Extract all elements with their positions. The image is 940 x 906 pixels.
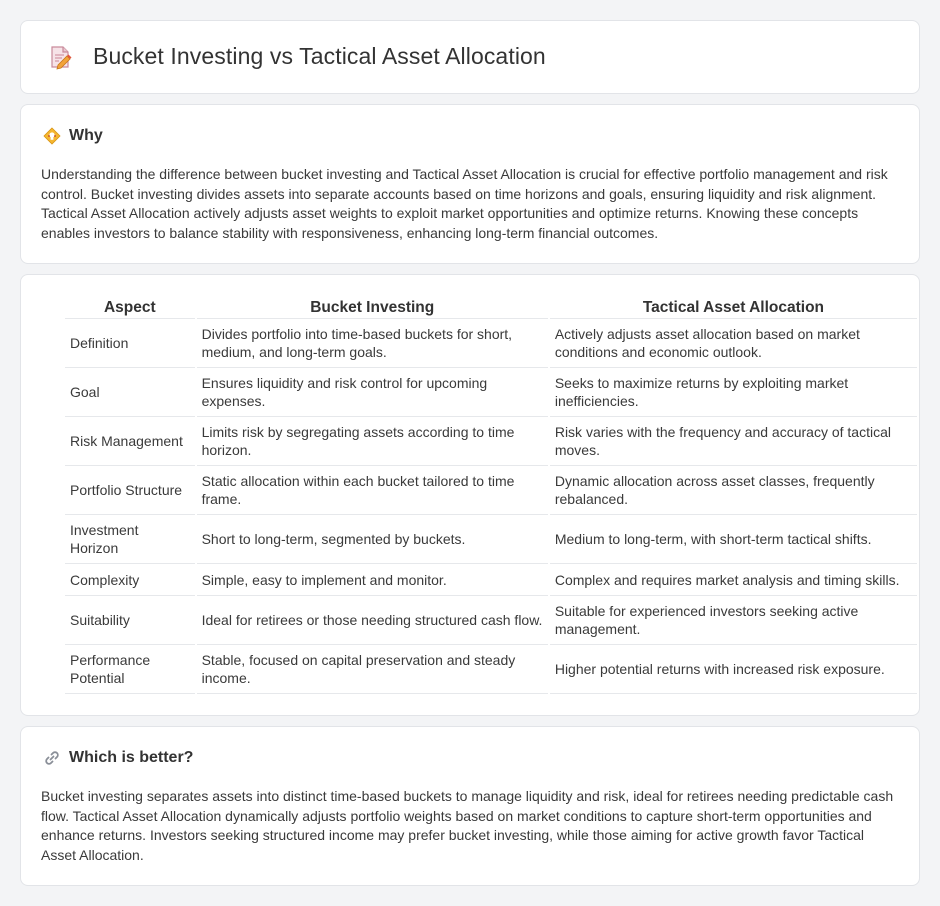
aspect-cell: Definition [65, 319, 195, 368]
aspect-cell: Risk Management [65, 417, 195, 466]
bucket-cell: Short to long-term, segmented by buckets. [197, 515, 548, 564]
aspect-cell: Performance Potential [65, 645, 195, 694]
aspect-cell: Goal [65, 368, 195, 417]
which-is-better-section [20, 726, 920, 886]
aspect-cell: Complexity [65, 564, 195, 596]
why-body: Understanding the difference between bucket investing and Tactical Asset Allocation is crucial for effective portfolio management and risk control. Bucket investing divides assets into separate accounts based on time horizons and goals, ensuring liquidity and risk alignment. Tactical Asset Allocation actively adjusts asset weights to exploit market opportunities and optimize returns. Knowing these concepts enables investors to balance stability with responsiveness, enhancing long-term financial outcomes. [41, 166, 888, 241]
bucket-cell: Ideal for retirees or those needing structured cash flow. [197, 596, 548, 645]
table-header-row [65, 297, 917, 319]
table-row [65, 596, 917, 645]
table-row [65, 466, 917, 515]
table-row [65, 417, 917, 466]
bucket-cell: Simple, easy to implement and monitor. [197, 564, 548, 596]
comparison-card [20, 274, 920, 716]
header-tactical-asset-allocation: Tactical Asset Allocation [550, 297, 917, 319]
bucket-cell: Limits risk by segregating assets according to time horizon. [197, 417, 548, 466]
table-row [65, 319, 917, 368]
document-edit-icon [47, 44, 73, 70]
header-aspect: Aspect [65, 297, 195, 319]
link-icon [43, 749, 61, 767]
title-row [47, 43, 546, 70]
bucket-cell: Stable, focused on capital preservation and steady income. [197, 645, 548, 694]
tactical-cell: Suitable for experienced investors seeking active management. [550, 596, 917, 645]
header-bucket-investing: Bucket Investing [197, 297, 548, 319]
comparison-table [63, 297, 919, 694]
table-row [65, 368, 917, 417]
aspect-cell: Suitability [65, 596, 195, 645]
aspect-cell: Investment Horizon [65, 515, 195, 564]
lightbulb-diamond-icon [43, 127, 61, 145]
table-row [65, 515, 917, 564]
why-heading [43, 127, 103, 145]
tactical-cell: Actively adjusts asset allocation based on market conditions and economic outlook. [550, 319, 917, 368]
tactical-cell: Seeks to maximize returns by exploiting market inefficiencies. [550, 368, 917, 417]
table-row [65, 645, 917, 694]
bucket-cell: Static allocation within each bucket tailored to time frame. [197, 466, 548, 515]
better-title: Which is better? [69, 749, 194, 766]
table-row [65, 564, 917, 596]
why-title: Why [69, 127, 103, 144]
bucket-cell: Ensures liquidity and risk control for upcoming expenses. [197, 368, 548, 417]
page-title: Bucket Investing vs Tactical Asset Allocation [93, 43, 546, 69]
better-body: Bucket investing separates assets into distinct time-based buckets to manage liquidity and risk, ideal for retirees needing predictable cash flow. Tactical Asset Allocation dynamically adjusts portfolio weights based on market conditions to capture short-term opportunities and enhance returns. Investors seeking structured income may prefer bucket investing, while those aiming for active growth favor Tactical Asset Allocation. [41, 788, 894, 863]
bucket-cell: Divides portfolio into time-based buckets for short, medium, and long-term goals. [197, 319, 548, 368]
aspect-cell: Portfolio Structure [65, 466, 195, 515]
tactical-cell: Dynamic allocation across asset classes, frequently rebalanced. [550, 466, 917, 515]
header-card [20, 20, 920, 94]
tactical-cell: Complex and requires market analysis and timing skills. [550, 564, 917, 596]
better-heading [43, 749, 193, 767]
tactical-cell: Higher potential returns with increased risk exposure. [550, 645, 917, 694]
tactical-cell: Medium to long-term, with short-term tactical shifts. [550, 515, 917, 564]
tactical-cell: Risk varies with the frequency and accuracy of tactical moves. [550, 417, 917, 466]
why-section [20, 104, 920, 264]
